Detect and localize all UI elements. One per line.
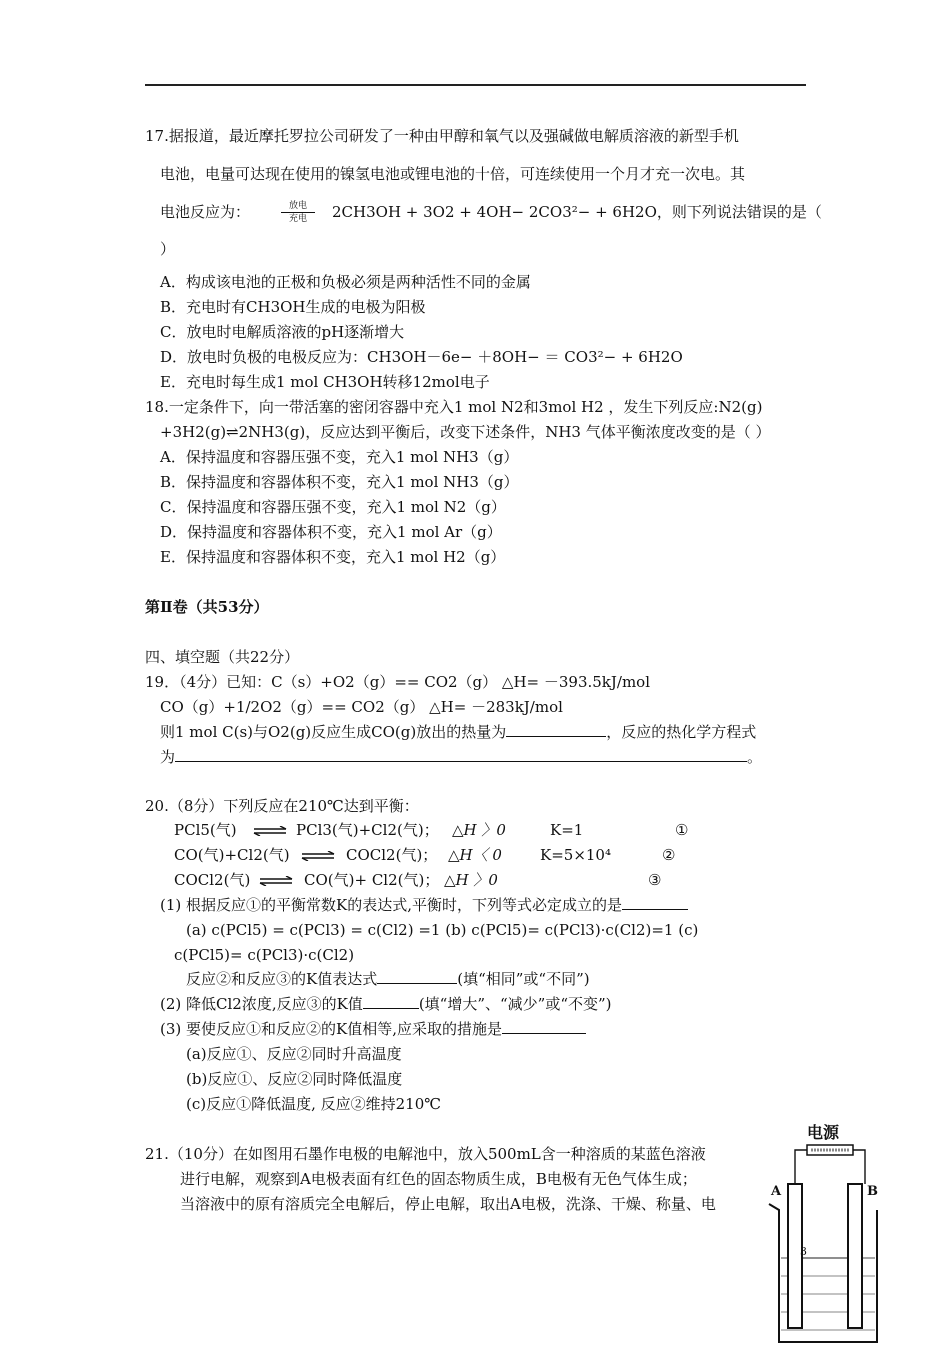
q20-r1-k: K=1 xyxy=(550,821,584,839)
q19-line3 xyxy=(160,721,756,743)
q20-s3-text: (3) 要使反应①和反应②的K值相等,应采取的措施是 xyxy=(160,1020,502,1038)
q17-option-b: B．充电时有CH3OH生成的电极为阳极 xyxy=(160,298,426,316)
q19-line1: 19．（4分）已知：C（s）+O2（g）== CO2（g） △H= －393.5kJ/mol xyxy=(145,673,651,691)
q20-r3-dh: △H 〉0 xyxy=(444,871,498,889)
q20-r3-left: COCl2(气) xyxy=(174,871,251,889)
q18-option-e: E．保持温度和容器体积不变，充入1 mol H2（g） xyxy=(160,548,506,566)
q20-s3-option-a: (a)反应①、反应②同时升高温度 xyxy=(186,1045,402,1063)
q20-r1-dh: △H 〉0 xyxy=(452,821,506,839)
q20-r1-left: PCl5(气) xyxy=(174,821,237,839)
q20-s1-text: (1) 根据反应①的平衡常数K的表达式,平衡时，下列等式必定成立的是 xyxy=(160,896,622,914)
q17-line1: 17.据报道，最近摩托罗拉公司研发了一种由甲醇和氧气以及强碱做电解质溶液的新型手机 xyxy=(145,127,739,145)
electrode-b-label: B xyxy=(867,1184,878,1199)
charge-label: 充电 xyxy=(288,214,307,224)
q17-option-c: C．放电时电解质溶液的pH逐渐增大 xyxy=(160,323,405,341)
q19-line4 xyxy=(160,746,762,768)
q20-r2-k: K=5×10⁴ xyxy=(540,846,611,864)
electrolysis-cell-figure xyxy=(765,1118,885,1344)
q20-r3-number: ③ xyxy=(648,871,662,889)
q19-line2: CO（g）+1/2O2（g）== CO2（g） △H= －283kJ/mol xyxy=(160,698,563,716)
q19-equation-blank[interactable] xyxy=(175,746,747,762)
q17-line2: 电池，电量可达现在使用的镍氢电池或锂电池的十倍，可连续使用一个月才充一次电。其 xyxy=(160,165,746,183)
q19-line4-tail: 。 xyxy=(747,748,763,766)
q18-line1: 18.一定条件下，向一带活塞的密闭容器中充入1 mol N2和3mol H2 ，发生下列反应:N2(g) xyxy=(145,398,763,416)
q20-r2-right: COCl2(气)； xyxy=(346,846,438,864)
q20-s3 xyxy=(160,1018,586,1040)
equilibrium-arrow-icon xyxy=(252,826,288,836)
q20-line1: 20.（8分）下列反应在210℃达到平衡： xyxy=(145,797,419,815)
q20-s1-blank[interactable] xyxy=(622,894,688,910)
q20-s2-text: (2) 降低Cl2浓度,反应③的K值 xyxy=(160,995,363,1013)
q20-r2-number: ② xyxy=(662,846,676,864)
q20-s1 xyxy=(160,894,688,916)
q20-r1-right: PCl3(气)+Cl2(气)； xyxy=(296,821,439,839)
q20-s3-option-b: (b)反应①、反应②同时降低温度 xyxy=(186,1070,403,1088)
electrode-a-label: A xyxy=(771,1184,782,1199)
q17-line3-prefix: 电池反应为： xyxy=(160,203,251,221)
power-source-label: 电源 xyxy=(807,1123,840,1142)
q21-line3: 当溶液中的原有溶质完全电解后，停止电解，取出A电极，洗涤、干燥、称量、电 xyxy=(180,1195,716,1213)
q19-heat-blank[interactable] xyxy=(506,721,606,737)
q20-k-blank[interactable] xyxy=(377,968,457,984)
header-rule xyxy=(145,84,806,86)
q20-s1-option-c: c(PCl5)= c(PCl3)·c(Cl2) xyxy=(174,946,355,964)
discharge-label: 放电 xyxy=(288,201,307,211)
q20-r3-right: CO(气)+ Cl2(气)； xyxy=(304,871,440,889)
q17-option-d: D．放电时负极的电极反应为：CH3OH－6e− ＋8OH− ＝ CO3²− + 6H2O xyxy=(160,348,683,366)
page-number: 3 xyxy=(800,1245,807,1258)
reaction-condition-mark xyxy=(281,201,315,224)
q20-r1-number: ① xyxy=(675,821,689,839)
q20-s1-k-tail: (填“相同”或“不同”) xyxy=(457,970,590,988)
q20-s2 xyxy=(160,993,612,1015)
q17-line4: ） xyxy=(160,240,176,258)
q19-line4-text: 为 xyxy=(160,748,176,766)
q21-line2: 进行电解，观察到A电极表面有红色的固态物质生成，B电极有无色气体生成； xyxy=(180,1170,697,1188)
q21-line1: 21.（10分）在如图用石墨作电极的电解池中，放入500mL含一种溶质的某蓝色溶液 xyxy=(145,1145,706,1163)
q20-s1-k-text: 反应②和反应③的K值表达式 xyxy=(186,970,378,988)
q17-option-e: E．充电时每生成1 mol CH3OH转移12mol电子 xyxy=(160,373,490,391)
q18-option-c: C．保持温度和容器压强不变，充入1 mol N2（g） xyxy=(160,498,506,516)
q17-option-a: A．构成该电池的正极和负极必须是两种活性不同的金属 xyxy=(160,273,531,291)
section-4-heading: 四、填空题（共22分） xyxy=(145,648,300,666)
q20-s3-option-c: (c)反应①降低温度, 反应②维持210℃ xyxy=(186,1095,442,1113)
q20-r2-left: CO(气)+Cl2(气) xyxy=(174,846,290,864)
q20-s1-k xyxy=(186,968,590,990)
section-2-heading: 第Ⅱ卷（共53分） xyxy=(145,598,269,616)
q20-s3-blank[interactable] xyxy=(502,1018,586,1034)
q18-option-b: B．保持温度和容器体积不变，充入1 mol NH3（g） xyxy=(160,473,519,491)
q20-s2-tail: (填“增大”、“减少”或“不变”) xyxy=(418,995,612,1013)
equilibrium-arrow-icon xyxy=(258,876,294,886)
q20-s2-blank[interactable] xyxy=(363,993,419,1009)
q19-line3-tail: ，反应的热化学方程式 xyxy=(606,723,757,741)
q19-line3-text: 则1 mol C(s)与O2(g)反应生成CO(g)放出的热量为 xyxy=(160,723,507,741)
q20-s1-options: (a) c(PCl5) = c(PCl3) = c(Cl2) =1 (b) c(PCl5)= c(PCl3)·c(Cl2)=1 (c) xyxy=(186,921,699,939)
q18-option-d: D．保持温度和容器体积不变，充入1 mol Ar（g） xyxy=(160,523,502,541)
q18-option-a: A．保持温度和容器压强不变，充入1 mol NH3（g） xyxy=(160,448,519,466)
q17-equation: 2CH3OH + 3O2 + 4OH− 2CO3²− + 6H2O，则下列说法错误的是（ xyxy=(332,203,822,221)
electrolysis-cell-icon xyxy=(765,1118,885,1344)
q20-r2-dh: △H〈 0 xyxy=(448,846,502,864)
equilibrium-arrow-icon xyxy=(300,851,336,861)
q18-line2: +3H2(g)⇌2NH3(g)，反应达到平衡后，改变下述条件，NH3 气体平衡浓度改变的是（ ） xyxy=(160,423,771,441)
